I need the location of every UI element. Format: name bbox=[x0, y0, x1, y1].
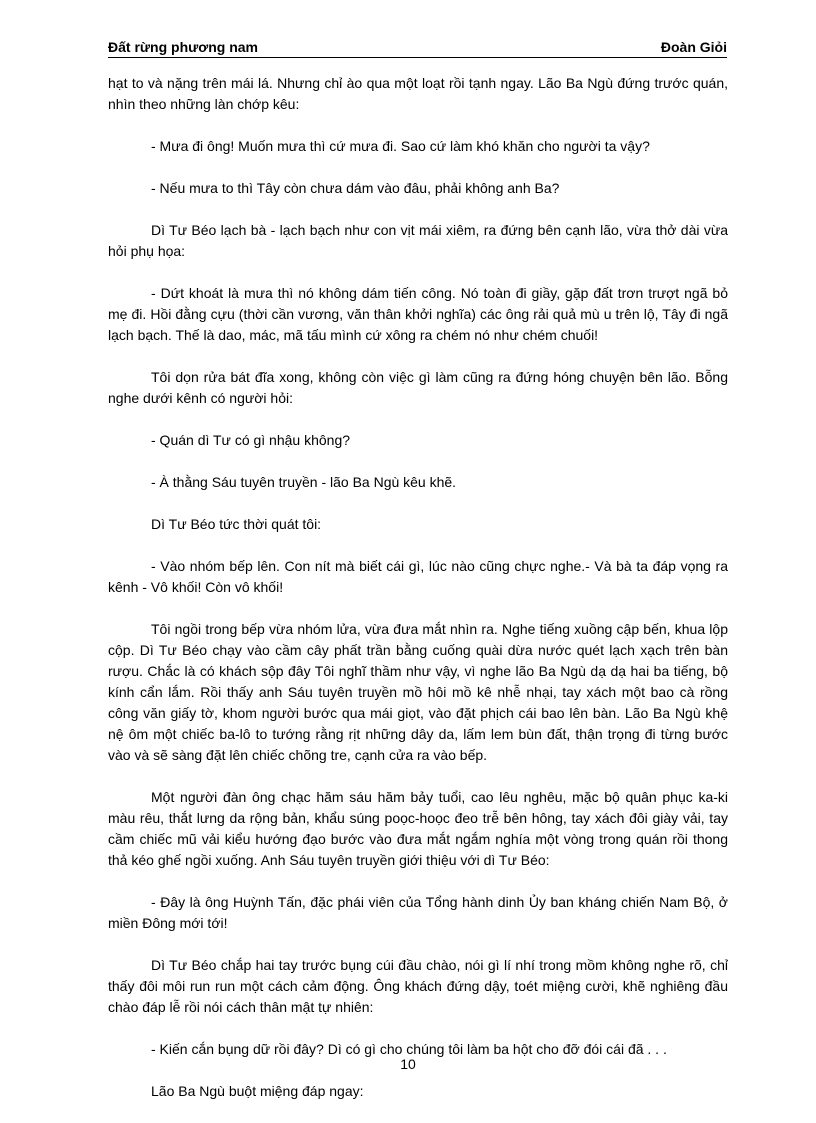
book-title: Đất rừng phương nam bbox=[108, 39, 259, 55]
dialogue-line: - Mưa đi ông! Muốn mưa thì cứ mưa đi. Sao cứ làm khó khăn cho người ta vậy? bbox=[151, 138, 650, 154]
paragraph: Dì Tư Béo tức thời quát tôi: bbox=[151, 516, 322, 532]
paragraph: Lão Ba Ngù buột miệng đáp ngay: bbox=[151, 1083, 364, 1099]
dialogue-line: - À thằng Sáu tuyên truyền - lão Ba Ngù kêu khẽ. bbox=[151, 474, 457, 490]
page-header bbox=[108, 39, 727, 58]
paragraph: Tôi dọn rửa bát đĩa xong, không còn việc gì làm cũng ra đứng hóng chuyện bên lão. Bỗng nghe dưới kênh có người hỏi: bbox=[108, 369, 728, 406]
dialogue-line: - Đây là ông Huỳnh Tấn, đặc phái viên của Tổng hành dinh Ủy ban kháng chiến Nam Bộ, ở miền Đông mới tới! bbox=[108, 894, 728, 931]
paragraph: Dì Tư Béo chắp hai tay trước bụng cúi đầu chào, nói gì lí nhí trong mồm không nghe rõ, chỉ thấy đôi môi run run một cách cảm động. Ông khách đứng dậy, toét miệng cười, khẽ nghiêng đầu chào đáp lễ rồi nói cách thân mật tự nhiên: bbox=[108, 957, 728, 1015]
dialogue-line: - Dứt khoát là mưa thì nó không dám tiến công. Nó toàn đi giầy, gặp đất trơn trượt ngã bỏ mẹ đi. Hồi đằng cựu (thời cần vương, văn thân khởi nghĩa) các ông rải quả mù u trên lộ, Tây đi ngã lạch bạch. Thế là dao, mác, mã tấu mình cứ xông ra chém nó như chém chuối! bbox=[108, 285, 728, 343]
paragraph: Tôi ngồi trong bếp vừa nhóm lửa, vừa đưa mắt nhìn ra. Nghe tiếng xuồng cập bến, khua lộp cộp. Dì Tư Béo chạy vào cầm cây phất trần bằng cuống quài dừa nước quét lạch xạch trên bàn rượu. Chắc là có khách sộp đây Tôi nghĩ thầm như vậy, vì nghe lão Ba Ngù dạ dạ hai ba tiếng, bộ kính cẩn lắm. Rồi thấy anh Sáu tuyên truyền mồ hôi mồ kê nhễ nhại, tay xách một bao cà rồng công văn giấy tờ, khom người bước qua mái giọt, vào đặt phịch cái bao lên bàn. Lão Ba Ngù khệ nệ ôm một chiếc ba-lô to tướng rằng rịt những dây da, lấm lem bùn đất, thận trọng đi từng bước vào và sẽ sàng đặt lên chiếc chõng tre, cạnh cửa ra vào bếp. bbox=[108, 621, 728, 763]
page-number: 10 bbox=[400, 1056, 416, 1072]
body-text bbox=[108, 73, 728, 1123]
dialogue-line: - Nếu mưa to thì Tây còn chưa dám vào đâu, phải không anh Ba? bbox=[151, 180, 560, 196]
dialogue-line: - Kiến cắn bụng dữ rồi đây? Dì có gì cho chúng tôi làm ba hột cho đỡ đói cái đã . . . bbox=[151, 1041, 667, 1057]
author-name: Đoàn Giỏi bbox=[660, 39, 727, 55]
dialogue-line: - Quán dì Tư có gì nhậu không? bbox=[151, 432, 351, 448]
paragraph: Một người đàn ông chạc hăm sáu hăm bảy tuổi, cao lêu nghêu, mặc bộ quân phục ka-ki màu rêu, thắt lưng da rộng bản, khẩu súng poọc-hoọc đeo trễ bên hông, tay xách đôi giày vải, tay cầm chiếc mũ vải kiểu hướng đạo bước vào đưa mắt ngắm nghía một vòng trong quán rồi thong thả kéo ghế ngồi xuống. Anh Sáu tuyên truyền giới thiệu với dì Tư Béo: bbox=[108, 789, 728, 868]
paragraph: hạt to và nặng trên mái lá. Nhưng chỉ ào qua một loạt rồi tạnh ngay. Lão Ba Ngù đứng trước quán, nhìn theo những làn chớp kêu: bbox=[108, 75, 728, 112]
paragraph: Dì Tư Béo lạch bà - lạch bạch như con vịt mái xiêm, ra đứng bên cạnh lão, vừa thở dài vừa hỏi phụ họa: bbox=[108, 222, 728, 259]
dialogue-line: - Vào nhóm bếp lên. Con nít mà biết cái gì, lúc nào cũng chực nghe.- Và bà ta đáp vọng ra kênh - Vô khối! Còn vô khối! bbox=[108, 558, 728, 595]
